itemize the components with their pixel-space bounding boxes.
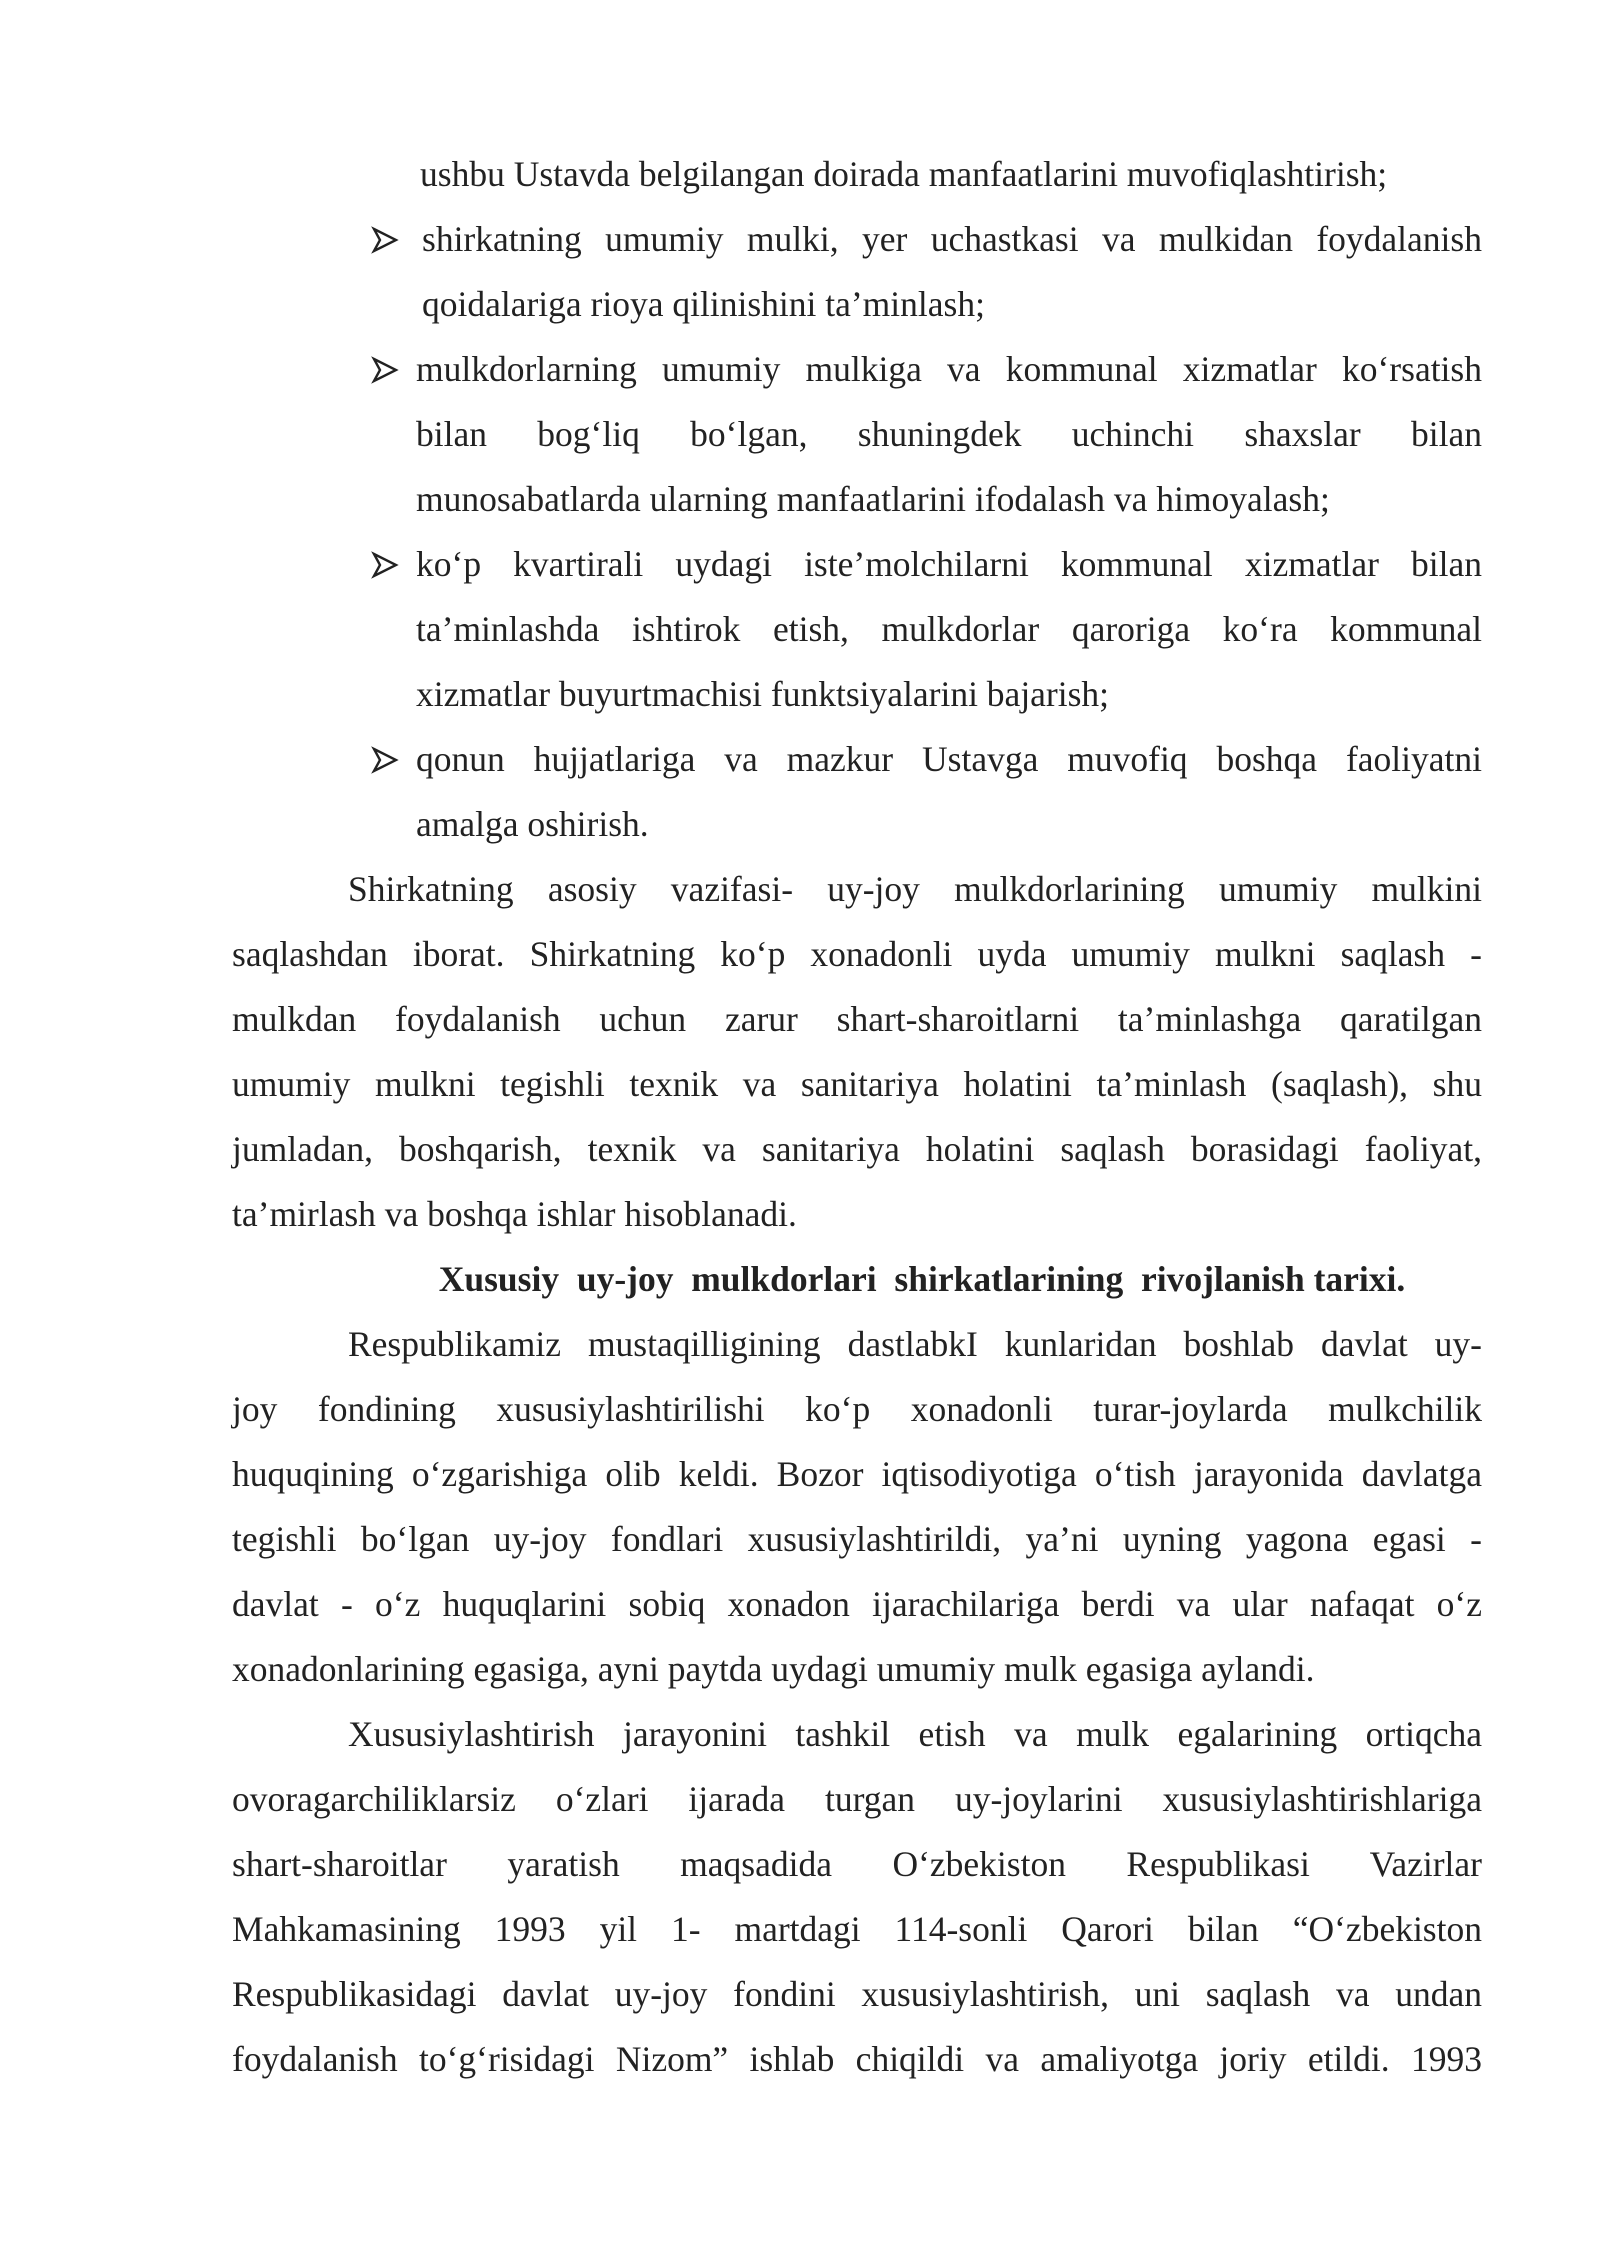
paragraph-line: umumiy mulkni tegishli texnik va sanitariya holatini ta’minlash (saqlash), shu (232, 1064, 1482, 1104)
paragraph-line: tegishli bo‘lgan uy-joy fondlari xususiylashtirildi, ya’ni uyning yagona egasi - (232, 1519, 1482, 1559)
section-heading: Xususiy uy-joy mulkdorlari shirkatlarining rivojlanish tarixi. (438, 1259, 1406, 1299)
paragraph-line: saqlashdan iborat. Shirkatning ko‘p xonadonli uyda umumiy mulkni saqlash - (232, 934, 1482, 974)
paragraph-line: jumladan, boshqarish, texnik va sanitariya holatini saqlash borasidagi faoliyat, (232, 1129, 1482, 1169)
list-item-text: shirkatning umumiy mulki, yer uchastkasi va mulkidan foydalanish (422, 219, 1482, 259)
list-item-text: qoidalariga rioya qilinishini ta’minlash; (422, 284, 985, 324)
paragraph-line: joy fondining xususiylashtirilishi ko‘p xonadonli turar-joylarda mulkchilik (232, 1389, 1482, 1429)
paragraph-line: xonadonlarining egasiga, ayni paytda uydagi umumiy mulk egasiga aylandi. (232, 1649, 1315, 1689)
list-item-text: xizmatlar buyurtmachisi funktsiyalarini bajarish; (416, 674, 1110, 714)
paragraph-line: huquqining o‘zgarishiga olib keldi. Bozor iqtisodiyotiga o‘tish jarayonida davlatga (232, 1454, 1482, 1494)
paragraph-privatization (232, 1702, 1482, 2092)
paragraph-line: mulkdan foydalanish uchun zarur shart-sharoitlarni ta’minlashga qaratilgan (232, 999, 1482, 1039)
list-item-text: amalga oshirish. (416, 804, 649, 844)
arrow-bullet-icon (370, 532, 410, 597)
bullet-list (370, 207, 1482, 857)
list-item-text: mulkdorlarning umumiy mulkiga va kommunal xizmatlar ko‘rsatish (416, 349, 1482, 389)
arrow-bullet-icon (370, 207, 410, 272)
paragraph-line: Shirkatning asosiy vazifasi- uy-joy mulkdorlarining umumiy mulkini (348, 869, 1482, 909)
list-item (370, 727, 1482, 857)
list-item-text: qonun hujjatlariga va mazkur Ustavga muvofiq boshqa faoliyatni (416, 739, 1482, 779)
paragraph-line: davlat - o‘z huquqlarini sobiq xonadon ijarachilariga berdi va ular nafaqat o‘z (232, 1584, 1482, 1624)
paragraph-line: Respublikasidagi davlat uy-joy fondini xususiylashtirish, uni saqlash va undan (232, 1974, 1482, 2014)
paragraph-line: ovoragarchiliklarsiz o‘zlari ijarada turgan uy-joylarini xususiylashtirishlariga (232, 1779, 1482, 1819)
arrow-bullet-icon (370, 337, 410, 402)
paragraph-line: Respublikamiz mustaqilligining dastlabkI kunlaridan boshlab davlat uy- (348, 1324, 1482, 1364)
paragraph-tasks (232, 857, 1482, 1247)
paragraph-line: shart-sharoitlar yaratish maqsadida O‘zbekiston Respublikasi Vazirlar (232, 1844, 1482, 1884)
paragraph-line: Xususiylashtirish jarayonini tashkil etish va mulk egalarining ortiqcha (348, 1714, 1482, 1754)
lead-line: ushbu Ustavda belgilangan doirada manfaatlarini muvofiqlashtirish; (420, 154, 1388, 194)
list-item-text: ko‘p kvartirali uydagi iste’molchilarni kommunal xizmatlar bilan (416, 544, 1482, 584)
list-item (370, 532, 1482, 727)
paragraph-line: Mahkamasining 1993 yil 1- martdagi 114-sonli Qarori bilan “O‘zbekiston (232, 1909, 1482, 1949)
arrow-bullet-icon (370, 727, 410, 792)
list-item (370, 337, 1482, 532)
list-item (370, 207, 1482, 337)
list-item-text: ta’minlashda ishtirok etish, mulkdorlar qaroriga ko‘ra kommunal (416, 609, 1482, 649)
list-item-text: bilan bog‘liq bo‘lgan, shuningdek uchinchi shaxslar bilan (416, 414, 1482, 454)
list-item-text: munosabatlarda ularning manfaatlarini ifodalash va himoyalash; (416, 479, 1330, 519)
paragraph-history (232, 1312, 1482, 1702)
paragraph-line: foydalanish to‘g‘risidagi Nizom” ishlab chiqildi va amaliyotga joriy etildi. 1993 (232, 2039, 1482, 2079)
paragraph-line: ta’mirlash va boshqa ishlar hisoblanadi. (232, 1194, 797, 1234)
